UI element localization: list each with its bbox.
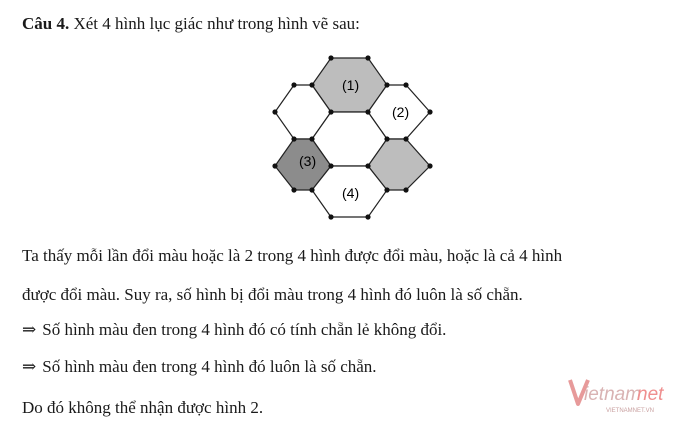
- watermark-brand-tail: net: [637, 384, 664, 405]
- hexagon-figure: [262, 48, 442, 228]
- paragraph-3-text: Số hình màu đen trong 4 hình đó có tính chẵn lẻ không đổi.: [42, 320, 447, 339]
- label-4: (4): [342, 185, 360, 201]
- question-title: [22, 14, 360, 34]
- paragraph-1: Ta thấy mỗi lần đổi màu hoặc là 2 trong 4 hình được đổi màu, hoặc là cả 4 hình: [22, 246, 563, 265]
- implies-arrow-icon: ⇒: [22, 357, 37, 376]
- label-1: (1): [342, 77, 360, 93]
- question-text: Xét 4 hình lục giác như trong hình vẽ sau:: [69, 14, 360, 33]
- label-3: (3): [299, 153, 317, 169]
- paragraph-2: được đổi màu. Suy ra, số hình bị đổi màu trong 4 hình đó luôn là số chẵn.: [22, 285, 523, 304]
- watermark-url: VIETNAMNET.VN: [606, 408, 655, 414]
- paragraph-4: [22, 357, 377, 377]
- paragraph-4-text: Số hình màu đen trong 4 hình đó luôn là số chẵn.: [42, 357, 377, 376]
- paragraph-3: [22, 320, 446, 340]
- watermark-brand-main: ietnam: [584, 384, 642, 405]
- question-number: Câu 4.: [22, 14, 70, 33]
- implies-arrow-icon: ⇒: [22, 320, 37, 339]
- paragraph-5: Do đó không thể nhận được hình 2.: [22, 398, 264, 417]
- label-2: (2): [392, 104, 410, 120]
- vietnamnet-watermark-logo: [564, 374, 670, 418]
